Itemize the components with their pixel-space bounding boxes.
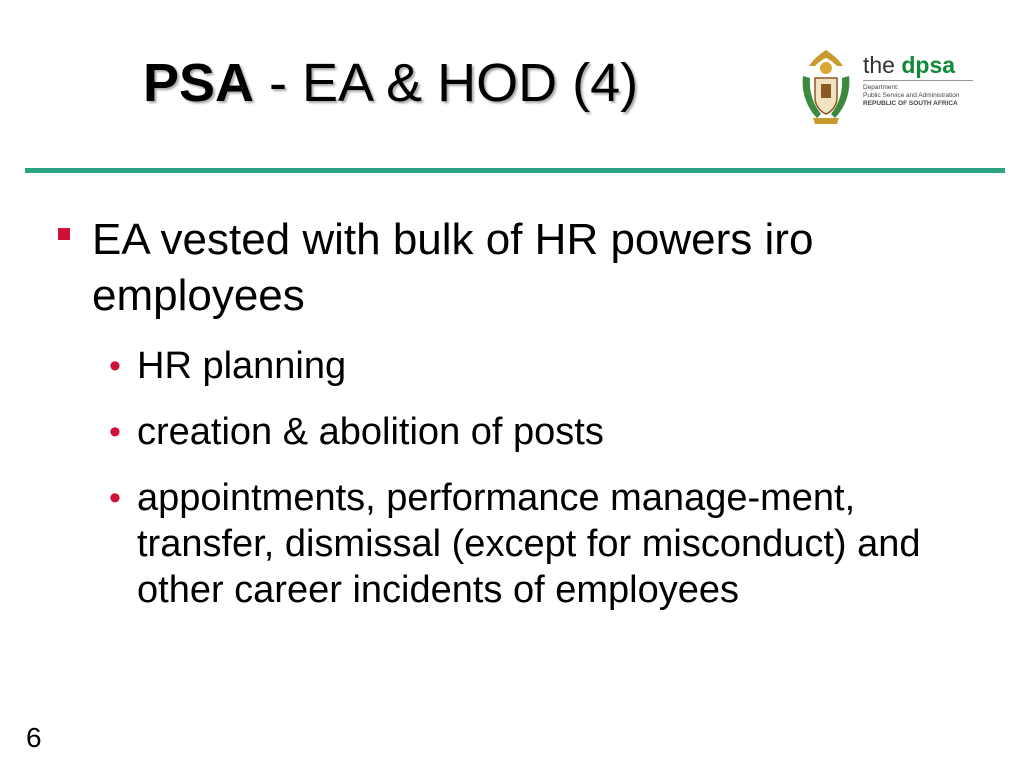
sub-bullet-item bbox=[107, 409, 927, 455]
page-number: 6 bbox=[26, 722, 42, 753]
dot-bullet-icon: • bbox=[109, 413, 121, 451]
logo-sub-line1: Department: bbox=[863, 84, 899, 91]
sub-bullet-text: creation & abolition of posts bbox=[137, 411, 604, 453]
sub-bullet-item bbox=[107, 475, 927, 613]
brand-the: the bbox=[863, 52, 902, 78]
sub-bullet-text: HR planning bbox=[137, 345, 347, 387]
dot-bullet-icon: • bbox=[109, 479, 121, 517]
logo-divider bbox=[863, 80, 973, 81]
sub-bullet-item bbox=[107, 343, 927, 389]
logo-sub-line3: REPUBLIC OF SOUTH AFRICA bbox=[863, 100, 958, 107]
coat-of-arms-icon bbox=[795, 46, 857, 126]
logo-sub-line2: Public Service and Administration bbox=[863, 92, 960, 99]
logo-subtitle bbox=[863, 84, 959, 108]
square-bullet-icon bbox=[58, 228, 70, 240]
title-bold: PSA bbox=[143, 53, 255, 113]
sub-bullet-list bbox=[107, 343, 927, 633]
main-bullet-text: EA vested with bulk of HR powers iro employees bbox=[92, 215, 814, 320]
dot-bullet-icon: • bbox=[109, 347, 121, 385]
dpsa-logo bbox=[795, 46, 985, 126]
main-bullet bbox=[56, 212, 986, 324]
title-rest: - EA & HOD (4) bbox=[254, 53, 639, 113]
slide-title bbox=[143, 52, 638, 114]
title-divider bbox=[25, 168, 1005, 173]
sub-bullet-text: appointments, performance manage-ment, transfer, dismissal (except for misconduct) and other career incidents of employees bbox=[137, 477, 921, 611]
brand-name: dpsa bbox=[901, 52, 956, 78]
logo-brand bbox=[863, 52, 955, 78]
